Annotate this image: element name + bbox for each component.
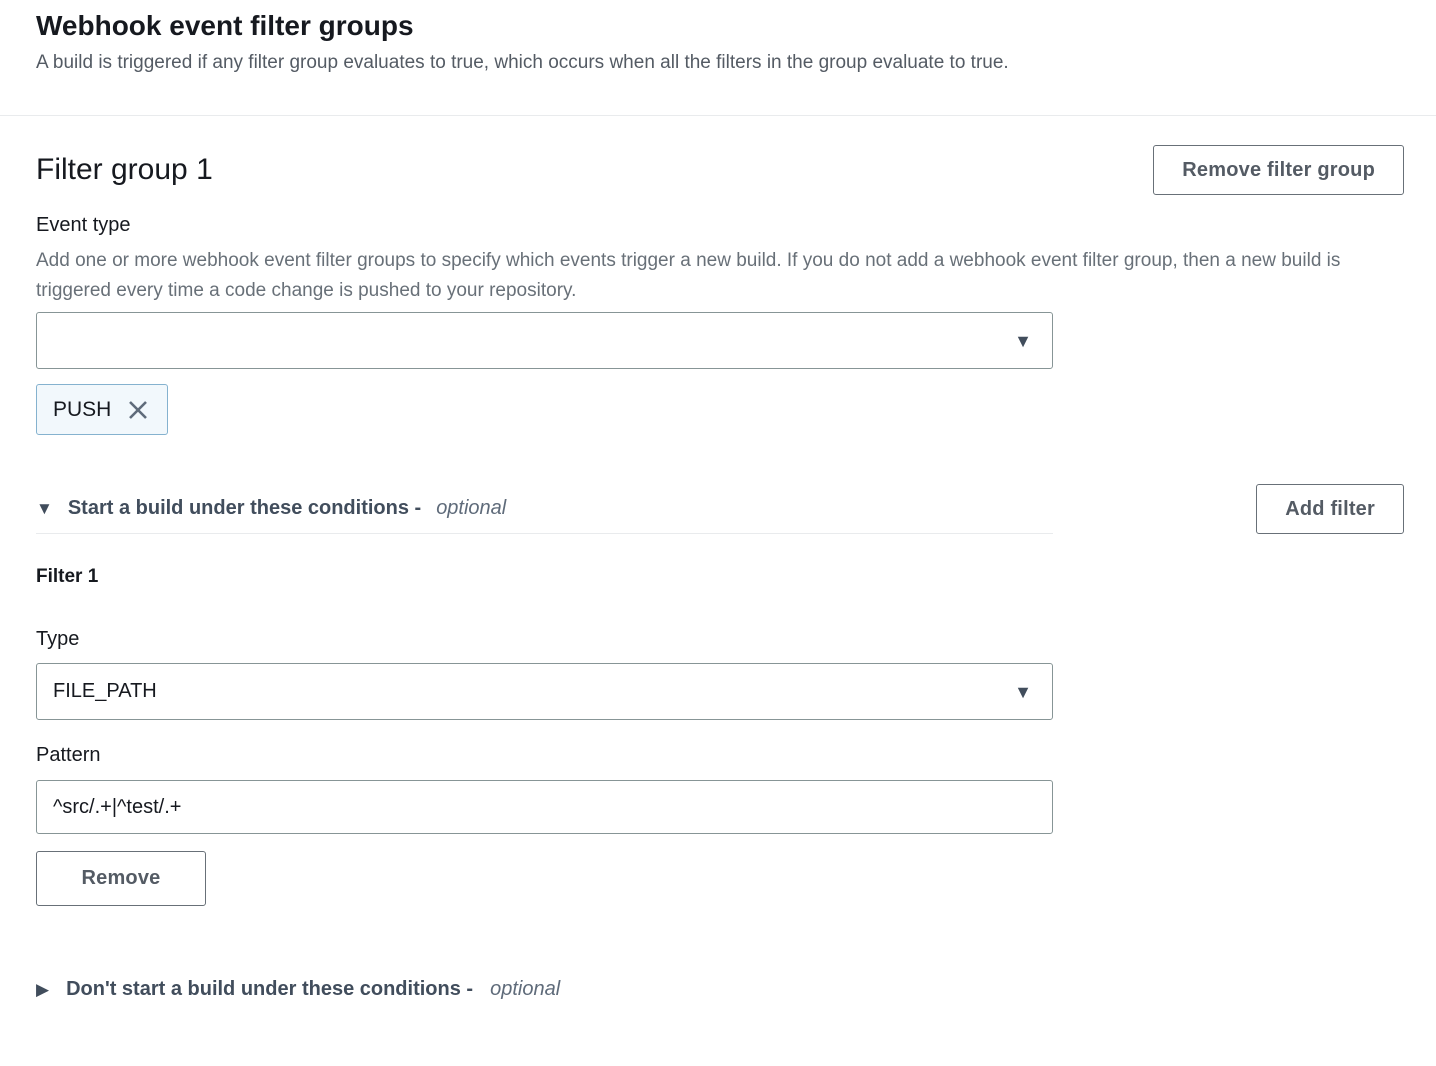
dont-start-conditions-toggle[interactable] xyxy=(36,978,1404,1001)
remove-filter-group-button[interactable]: Remove filter group xyxy=(1153,145,1404,195)
page-subtitle: A build is triggered if any filter group evaluates to true, which occurs when all the filters in the group evaluate to true. xyxy=(36,52,1009,73)
chevron-down-icon: ▼ xyxy=(1014,330,1032,351)
filter-pattern-label: Pattern xyxy=(36,744,101,766)
webhook-filter-groups-panel xyxy=(0,10,1436,75)
filter-group-header xyxy=(36,145,1404,195)
event-type-description: Add one or more webhook event filter groups to specify which events trigger a new build. If you do not add a webhook event filter group, then a new build is triggered every time a code change is pushed to your repository. xyxy=(36,250,1341,301)
token-dismiss-button[interactable] xyxy=(125,397,151,423)
filter-1-heading: Filter 1 xyxy=(36,566,99,587)
filter-group-title: Filter group 1 xyxy=(36,153,213,186)
filter-group-1-section xyxy=(0,145,1436,1001)
remove-filter-button[interactable]: Remove xyxy=(36,851,206,906)
close-icon xyxy=(125,397,151,423)
event-type-token-push xyxy=(36,384,168,435)
caret-right-icon[interactable]: ▶ xyxy=(36,980,50,999)
filter-type-select-value: FILE_PATH xyxy=(53,680,157,702)
event-type-label: Event type xyxy=(36,214,131,236)
chevron-down-icon: ▼ xyxy=(1014,681,1032,702)
dont-start-conditions-title: Don't start a build under these conditions - xyxy=(66,978,474,1000)
dont-start-conditions-optional-label: optional xyxy=(490,978,561,1000)
start-conditions-toggle[interactable] xyxy=(36,497,1053,534)
filter-type-label: Type xyxy=(36,628,80,650)
page-title: Webhook event filter groups xyxy=(36,10,414,41)
start-conditions-title: Start a build under these conditions - xyxy=(67,497,422,519)
caret-down-icon[interactable]: ▼ xyxy=(36,499,53,518)
filter-type-select[interactable] xyxy=(36,663,1053,720)
section-divider xyxy=(0,115,1436,116)
start-conditions-row xyxy=(36,484,1404,534)
event-type-select[interactable] xyxy=(36,312,1053,369)
token-label: PUSH xyxy=(53,397,112,421)
start-conditions-optional-label: optional xyxy=(436,497,507,519)
filter-pattern-input[interactable] xyxy=(36,780,1053,834)
add-filter-button[interactable]: Add filter xyxy=(1256,484,1404,534)
